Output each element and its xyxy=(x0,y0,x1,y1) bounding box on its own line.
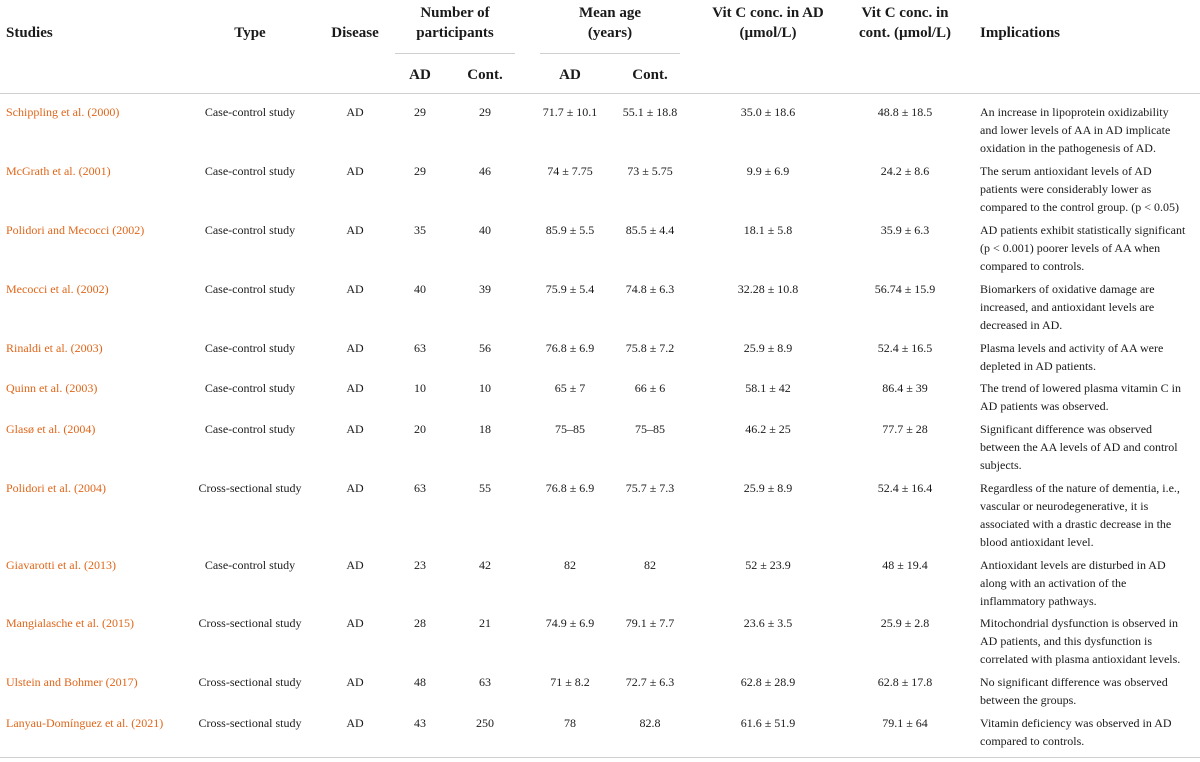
header-vitc-ad-line2: (µmol/L) xyxy=(739,25,797,41)
cell-implication-line: AD patients, and this dysfunction is xyxy=(980,634,1152,648)
cell-disease: AD xyxy=(346,675,364,689)
cell-n-cont: 250 xyxy=(476,716,494,730)
cell-implication-line: oxidation in the pathogenesis of AD. xyxy=(980,141,1156,155)
cell-age-ad: 75.9 ± 5.4 xyxy=(545,282,595,296)
cell-implication-line: inflammatory pathways. xyxy=(980,594,1097,608)
mean-age-underline xyxy=(540,53,680,54)
cell-implication-line: The trend of lowered plasma vitamin C in xyxy=(980,381,1181,395)
cell-implication-line: Biomarkers of oxidative damage are xyxy=(980,282,1155,296)
cell-age-cont: 85.5 ± 4.4 xyxy=(625,223,675,237)
cell-n-cont: 29 xyxy=(479,105,491,119)
cell-implication-line: blood antioxidant level. xyxy=(980,535,1094,549)
header-vitc-ad-line1: Vit C conc. in AD xyxy=(712,5,824,21)
cell-age-cont: 75–85 xyxy=(635,422,665,436)
header-participants-line2: participants xyxy=(416,25,494,41)
cell-n-ad: 40 xyxy=(414,282,426,296)
cell-implication-line: and lower levels of AA in AD implicate xyxy=(980,123,1171,137)
cell-vitc-ad: 32.28 ± 10.8 xyxy=(737,282,799,296)
cell-vitc-cont: 25.9 ± 2.8 xyxy=(880,616,930,630)
cell-type: Case-control study xyxy=(204,558,296,572)
cell-n-cont: 46 xyxy=(479,164,491,178)
cell-vitc-cont: 48 ± 19.4 xyxy=(882,558,928,572)
cell-implication-line: subjects. xyxy=(980,458,1022,472)
subheader-n-ad: AD xyxy=(409,67,431,83)
header-vitc-cont-line2: cont. (µmol/L) xyxy=(859,25,951,41)
cell-implication-line: patients were considerably lower as xyxy=(980,182,1152,196)
cell-disease: AD xyxy=(346,558,364,572)
cell-age-cont: 73 ± 5.75 xyxy=(627,164,673,178)
cell-implication-line: Vitamin deficiency was observed in AD xyxy=(980,716,1172,730)
header-bottom-rule xyxy=(0,93,1200,94)
cell-age-ad: 71 ± 8.2 xyxy=(550,675,590,689)
cell-implication-line: depleted in AD patients. xyxy=(980,359,1096,373)
cell-vitc-ad: 62.8 ± 28.9 xyxy=(740,675,796,689)
subheader-age-ad: AD xyxy=(559,67,581,83)
cell-implication-line: decreased in AD. xyxy=(980,318,1063,332)
cell-implication-line: Antioxidant levels are disturbed in AD xyxy=(980,558,1166,572)
cell-vitc-ad: 58.1 ± 42 xyxy=(745,381,791,395)
cell-age-ad: 71.7 ± 10.1 xyxy=(542,105,598,119)
cell-n-cont: 40 xyxy=(479,223,491,237)
cell-vitc-cont: 48.8 ± 18.5 xyxy=(877,105,933,119)
cell-type: Cross-sectional study xyxy=(198,675,302,689)
cell-n-cont: 63 xyxy=(479,675,491,689)
cell-vitc-ad: 18.1 ± 5.8 xyxy=(743,223,793,237)
cell-study[interactable]: Quinn et al. (2003) xyxy=(6,381,98,395)
cell-age-ad: 78 xyxy=(564,716,576,730)
cell-vitc-cont: 86.4 ± 39 xyxy=(882,381,928,395)
cell-n-ad: 29 xyxy=(414,164,426,178)
header-implications: Implications xyxy=(980,25,1061,41)
cell-vitc-cont: 79.1 ± 64 xyxy=(882,716,928,730)
header-mean-age-line2: (years) xyxy=(587,25,633,41)
cell-n-ad: 10 xyxy=(414,381,426,395)
cell-implication-line: compared to the control group. (p < 0.05) xyxy=(980,200,1180,214)
cell-age-cont: 82.8 xyxy=(639,716,661,730)
cell-study[interactable]: McGrath et al. (2001) xyxy=(6,164,111,178)
cell-n-ad: 63 xyxy=(414,481,426,495)
cell-n-cont: 21 xyxy=(479,616,491,630)
cell-study[interactable]: Glasø et al. (2004) xyxy=(6,422,96,436)
cell-vitc-ad: 23.6 ± 3.5 xyxy=(743,616,793,630)
cell-n-cont: 10 xyxy=(479,381,491,395)
cell-implication-line: between the groups. xyxy=(980,693,1077,707)
subheader-n-cont: Cont. xyxy=(467,67,503,83)
cell-vitc-cont: 56.74 ± 15.9 xyxy=(874,282,936,296)
cell-age-ad: 82 xyxy=(564,558,576,572)
cell-implication-line: Significant difference was observed xyxy=(980,422,1153,436)
cell-implication-line: vascular or neurodegenerative, it is xyxy=(980,499,1149,513)
cell-disease: AD xyxy=(346,616,364,630)
cell-age-ad: 76.8 ± 6.9 xyxy=(545,341,595,355)
cell-vitc-ad: 9.9 ± 6.9 xyxy=(746,164,790,178)
header-studies: Studies xyxy=(6,25,53,41)
participants-underline xyxy=(395,53,515,54)
cell-implication-line: AD patients exhibit statistically significant xyxy=(980,223,1186,237)
cell-implication-line: associated with a drastic decrease in the xyxy=(980,517,1172,531)
cell-vitc-ad: 61.6 ± 51.9 xyxy=(740,716,796,730)
cell-n-ad: 43 xyxy=(414,716,426,730)
cell-type: Case-control study xyxy=(204,105,296,119)
cell-implication-line: along with an activation of the xyxy=(980,576,1127,590)
table-bottom-rule xyxy=(0,757,1200,758)
cell-implication-line: Plasma levels and activity of AA were xyxy=(980,341,1164,355)
cell-n-cont: 39 xyxy=(479,282,491,296)
cell-implication-line: No significant difference was observed xyxy=(980,675,1168,689)
cell-implication-line: correlated with plasma antioxidant levels. xyxy=(980,652,1181,666)
cell-type: Case-control study xyxy=(204,223,296,237)
cell-vitc-ad: 25.9 ± 8.9 xyxy=(743,481,793,495)
cell-implication-line: compared to controls. xyxy=(980,734,1085,748)
cell-vitc-cont: 77.7 ± 28 xyxy=(882,422,928,436)
cell-disease: AD xyxy=(346,481,364,495)
header-mean-age-line1: Mean age xyxy=(578,5,642,21)
cell-age-cont: 74.8 ± 6.3 xyxy=(625,282,675,296)
cell-age-cont: 55.1 ± 18.8 xyxy=(622,105,678,119)
cell-vitc-cont: 62.8 ± 17.8 xyxy=(877,675,933,689)
cell-type: Case-control study xyxy=(204,422,296,436)
cell-age-ad: 65 ± 7 xyxy=(554,381,586,395)
cell-age-cont: 75.7 ± 7.3 xyxy=(625,481,675,495)
cell-n-ad: 48 xyxy=(414,675,426,689)
cell-type: Cross-sectional study xyxy=(198,616,302,630)
cell-study[interactable]: Schippling et al. (2000) xyxy=(6,105,120,119)
cell-vitc-ad: 46.2 ± 25 xyxy=(745,422,791,436)
cell-n-cont: 18 xyxy=(479,422,491,436)
cell-disease: AD xyxy=(346,223,364,237)
cell-study[interactable]: Ulstein and Bohmer (2017) xyxy=(6,675,138,689)
cell-age-ad: 74.9 ± 6.9 xyxy=(545,616,595,630)
cell-implication-line: (p < 0.001) poorer levels of AA when xyxy=(980,241,1161,255)
cell-age-cont: 82 xyxy=(644,558,656,572)
cell-implication-line: The serum antioxidant levels of AD xyxy=(980,164,1152,178)
cell-age-cont: 75.8 ± 7.2 xyxy=(625,341,675,355)
cell-disease: AD xyxy=(346,341,364,355)
cell-disease: AD xyxy=(346,716,364,730)
cell-study[interactable]: Lanyau-Domínguez et al. (2021) xyxy=(6,716,164,730)
cell-age-cont: 72.7 ± 6.3 xyxy=(625,675,675,689)
cell-n-ad: 63 xyxy=(414,341,426,355)
cell-type: Case-control study xyxy=(204,381,296,395)
cell-implication-line: between the AA levels of AD and control xyxy=(980,440,1178,454)
cell-disease: AD xyxy=(346,422,364,436)
cell-vitc-cont: 52.4 ± 16.5 xyxy=(877,341,933,355)
cell-type: Case-control study xyxy=(204,282,296,296)
cell-n-ad: 29 xyxy=(414,105,426,119)
cell-type: Case-control study xyxy=(204,164,296,178)
cell-type: Case-control study xyxy=(204,341,296,355)
cell-n-ad: 28 xyxy=(414,616,426,630)
cell-implication-line: AD patients was observed. xyxy=(980,399,1109,413)
header-type: Type xyxy=(234,25,266,41)
cell-age-cont: 79.1 ± 7.7 xyxy=(625,616,675,630)
cell-study[interactable]: Polidori and Mecocci (2002) xyxy=(6,223,145,237)
header-disease: Disease xyxy=(331,25,379,41)
cell-age-ad: 85.9 ± 5.5 xyxy=(545,223,595,237)
cell-disease: AD xyxy=(346,282,364,296)
cell-vitc-ad: 35.0 ± 18.6 xyxy=(740,105,796,119)
cell-n-ad: 35 xyxy=(414,223,426,237)
cell-n-cont: 56 xyxy=(479,341,491,355)
cell-study[interactable]: Mangialasche et al. (2015) xyxy=(6,616,134,630)
cell-vitc-cont: 24.2 ± 8.6 xyxy=(880,164,930,178)
cell-study[interactable]: Mecocci et al. (2002) xyxy=(6,282,109,296)
cell-study[interactable]: Polidori et al. (2004) xyxy=(6,481,106,495)
cell-age-ad: 74 ± 7.75 xyxy=(547,164,593,178)
cell-disease: AD xyxy=(346,105,364,119)
cell-n-ad: 20 xyxy=(414,422,426,436)
cell-study[interactable]: Giavarotti et al. (2013) xyxy=(6,558,116,572)
cell-vitc-ad: 52 ± 23.9 xyxy=(745,558,791,572)
cell-disease: AD xyxy=(346,381,364,395)
cell-type: Cross-sectional study xyxy=(198,481,302,495)
header-participants-line1: Number of xyxy=(420,5,490,21)
cell-vitc-cont: 52.4 ± 16.4 xyxy=(877,481,933,495)
cell-implication-line: An increase in lipoprotein oxidizability xyxy=(980,105,1169,119)
subheader-age-cont: Cont. xyxy=(632,67,668,83)
cell-disease: AD xyxy=(346,164,364,178)
cell-age-ad: 76.8 ± 6.9 xyxy=(545,481,595,495)
cell-vitc-ad: 25.9 ± 8.9 xyxy=(743,341,793,355)
cell-implication-line: increased, and antioxidant levels are xyxy=(980,300,1155,314)
cell-implication-line: Regardless of the nature of dementia, i.e., xyxy=(980,481,1180,495)
cell-n-cont: 42 xyxy=(479,558,491,572)
cell-type: Cross-sectional study xyxy=(198,716,302,730)
cell-age-ad: 75–85 xyxy=(555,422,585,436)
cell-study[interactable]: Rinaldi et al. (2003) xyxy=(6,341,103,355)
header-vitc-cont-line1: Vit C conc. in xyxy=(861,5,949,21)
cell-n-cont: 55 xyxy=(479,481,491,495)
cell-vitc-cont: 35.9 ± 6.3 xyxy=(880,223,930,237)
cell-implication-line: compared to controls. xyxy=(980,259,1085,273)
cell-implication-line: Mitochondrial dysfunction is observed in xyxy=(980,616,1178,630)
cell-age-cont: 66 ± 6 xyxy=(634,381,666,395)
cell-n-ad: 23 xyxy=(414,558,426,572)
